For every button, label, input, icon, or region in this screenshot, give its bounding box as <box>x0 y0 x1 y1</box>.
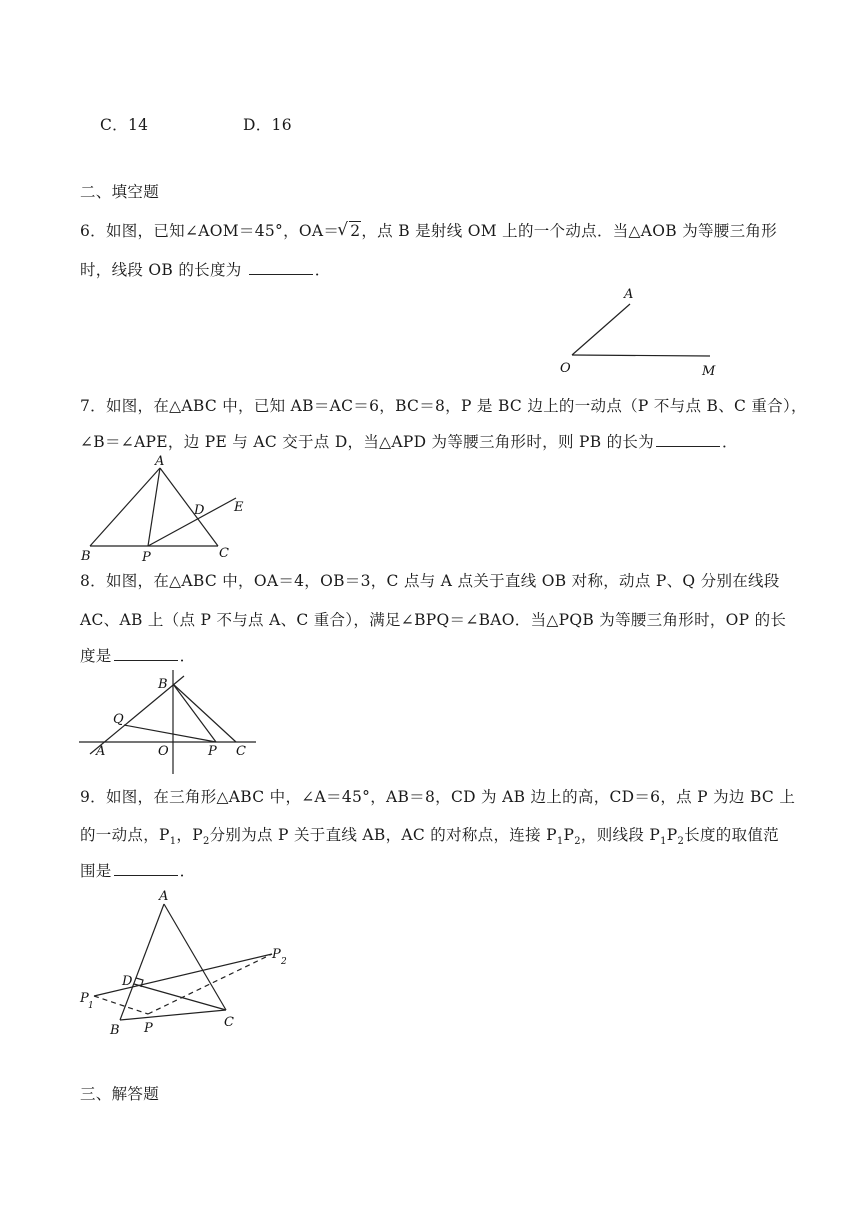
figure-q7 <box>76 450 266 565</box>
figure-q9 <box>76 882 306 1040</box>
question-9-line-2: 的一动点，$P_1$，$P_2$分别为点 P 关于直线 AB，AC 的对称点，连接 $P_1P_2$，则线段 $P_1P_2$长度的取值范 <box>80 826 779 848</box>
answer-blank <box>114 861 178 876</box>
label-A: A <box>96 744 106 759</box>
label-P: P <box>142 550 151 565</box>
label-P2-sub: 2 <box>281 957 287 967</box>
section-heading-answer: 三、解答题 <box>80 1085 160 1103</box>
label-D: D <box>194 503 205 518</box>
figure-q6 <box>550 280 730 380</box>
label-A: A <box>159 889 169 904</box>
label-C: C <box>236 744 246 759</box>
label-A: A <box>155 454 165 469</box>
label-P1: P <box>80 991 89 1006</box>
answer-blank <box>656 432 720 447</box>
label-A: A <box>624 287 634 302</box>
section-heading-fill-blank: 二、填空题 <box>80 183 160 201</box>
answer-blank <box>114 646 178 661</box>
label-C: C <box>224 1015 234 1030</box>
label-O: O <box>560 361 571 376</box>
question-8-line-1: 8．如图，在△ABC 中，OA＝4，OB＝3，C 点与 A 点关于直线 OB 对称，动点 P、Q 分别在线段 <box>80 572 780 590</box>
question-6-line-2: 时，线段 OB 的长度为 ． <box>80 261 331 279</box>
answer-blank <box>249 260 313 275</box>
question-6-line-1: 6．如图，已知∠AOM＝45°，OA＝√ 2，点 B 是射线 OM 上的一个动点．当△AOB 为等腰三角形 <box>80 219 777 241</box>
question-7-line-2: ∠B＝∠APE，边 PE 与 AC 交于点 D，当△APD 为等腰三角形时，则 PB 的长为 ． <box>80 433 738 451</box>
question-8-line-3: 度是 ． <box>80 647 196 665</box>
label-C: C <box>219 546 229 561</box>
label-P1-sub: 1 <box>88 1001 94 1011</box>
label-D: D <box>122 974 133 989</box>
label-B: B <box>81 549 91 564</box>
question-9-line-3: 围是 ． <box>80 862 196 880</box>
question-9-line-1: 9．如图，在三角形△ABC 中，∠A＝45°，AB＝8，CD 为 AB 边上的高，CD＝6，点 P 为边 BC 上 <box>80 788 796 806</box>
option-c: C．14 <box>100 116 149 134</box>
sqrt-symbol: √ 2 <box>339 222 361 240</box>
label-Q: Q <box>113 712 124 727</box>
option-d: D．16 <box>243 116 292 134</box>
question-8-line-2: AC、AB 上（点 P 不与点 A、C 重合），满足∠BPQ＝∠BAO．当△PQB 为等腰三角形时，OP 的长 <box>80 611 787 629</box>
figure-q8 <box>76 668 266 780</box>
label-O: O <box>158 744 169 759</box>
label-B: B <box>110 1023 120 1038</box>
label-E: E <box>234 500 244 515</box>
label-M: M <box>702 364 716 379</box>
label-P: P <box>144 1021 153 1036</box>
label-P: P <box>208 744 217 759</box>
question-7-line-1: 7．如图，在△ABC 中，已知 AB＝AC＝6，BC＝8，P 是 BC 边上的一动点（P 不与点 B、C 重合）， <box>80 397 807 415</box>
label-P2: P <box>272 947 281 962</box>
label-B: B <box>158 677 168 692</box>
